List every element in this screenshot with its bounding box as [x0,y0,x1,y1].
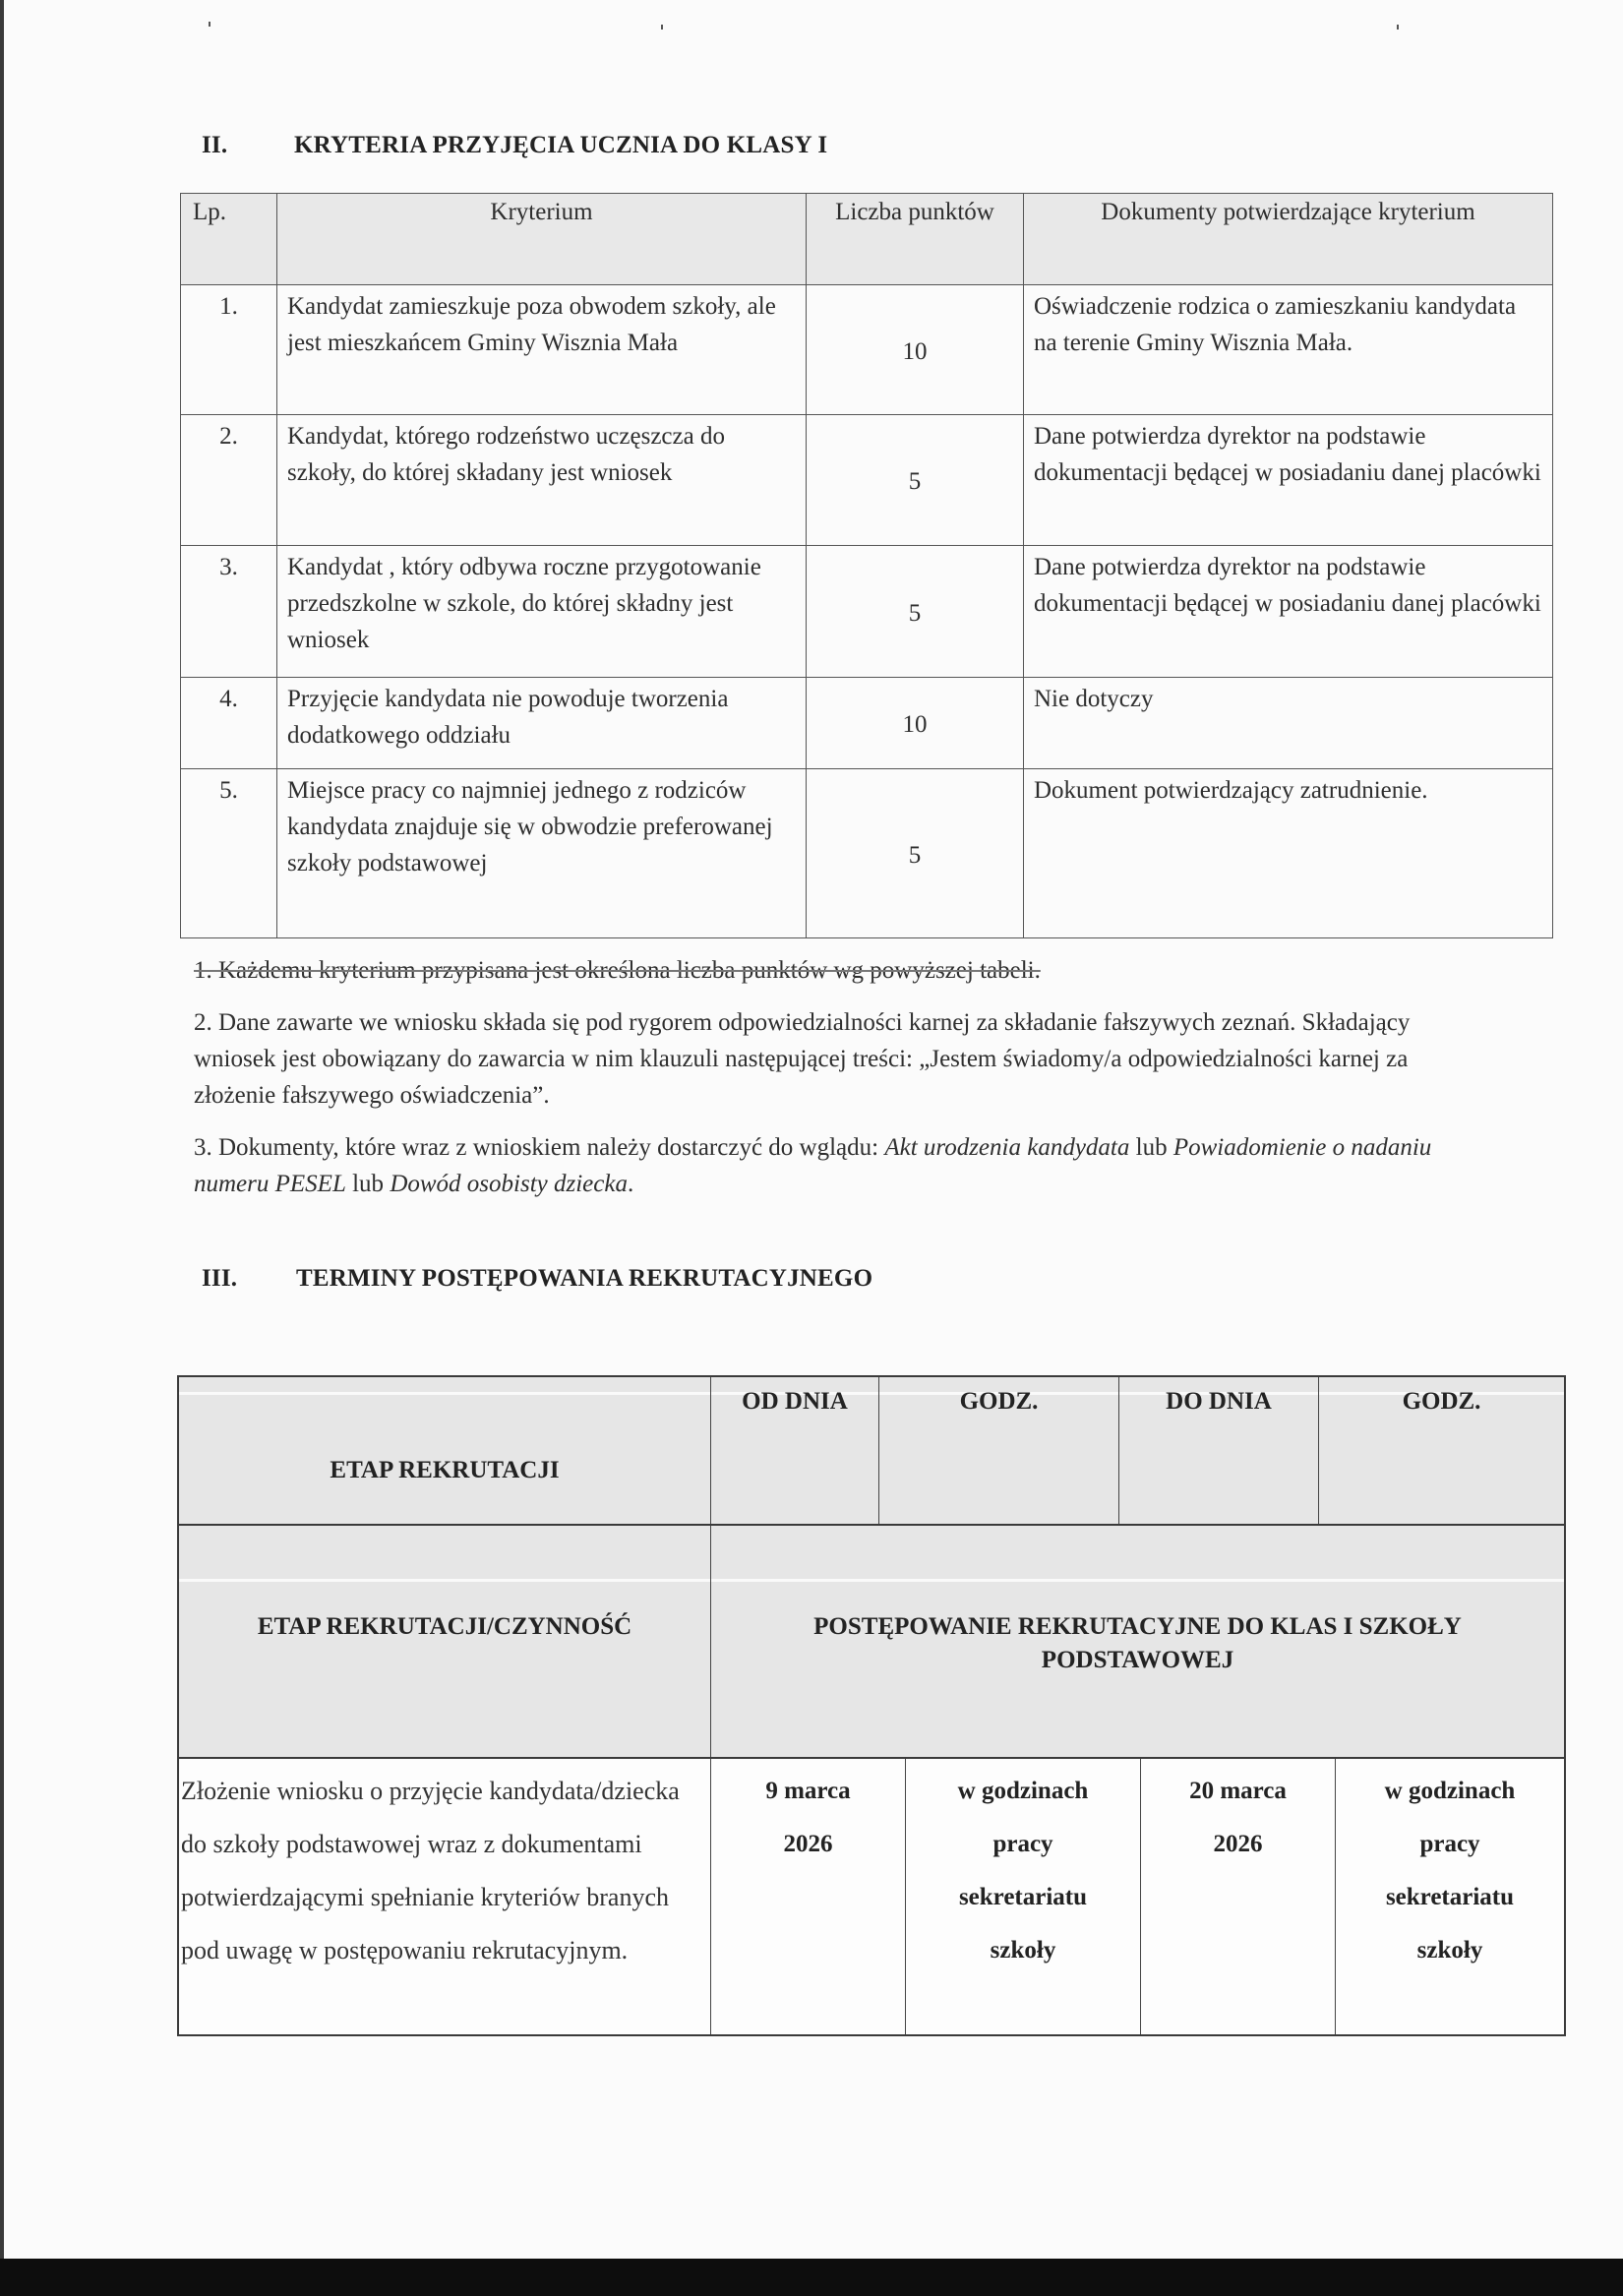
cell-lp: 5. [181,769,277,938]
cell-lp: 4. [181,678,277,769]
cell-points: 5 [807,415,1024,546]
schedule-header-row-2 [177,1526,1566,1759]
note-3-text: 3. Dokumenty, które wraz z wnioskiem należy dostarczyć do wglądu: [194,1134,885,1161]
scan-page-edge [0,0,4,2259]
note-3-end: . [627,1171,634,1197]
cell-criterion: Miejsce pracy co najmniej jednego z rodziców kandydata znajduje się w obwodzie preferowanej szkoły podstawowej [277,769,807,938]
table-row [181,678,1553,769]
cell-lp: 1. [181,285,277,415]
header-lp: Lp. [181,194,277,285]
note-2: 2. Dane zawarte we wniosku składa się pod rygorem odpowiedzialności karnej za składanie fałszywych zeznań. Składający wniosek jest obowiązany do zawarcia w nim klauzuli następującej treści: „Jestem świadomy/a odpowiedzialności karnej za złożenie fałszywego oświadczenia”. [194,1009,1411,1109]
header-procedure: POSTĘPOWANIE REKRUTACYJNE DO KLAS I SZKOŁY PODSTAWOWEJ [710,1526,1564,1757]
header-documents: Dokumenty potwierdzające kryterium [1024,194,1553,285]
scan-speck [1397,25,1399,30]
section-title: KRYTERIA PRZYJĘCIA UCZNIA DO KLASY I [294,132,828,158]
scan-speck [661,25,663,30]
schedule-header-row-1 [177,1375,1566,1526]
note-1: 1. Każdemu kryterium przypisana jest określona liczba punktów wg powyższej tabeli. [194,957,1041,984]
cell-from-date: 9 marca 2026 [710,1759,905,2034]
cell-criterion: Kandydat zamieszkuje poza obwodem szkoły, ale jest mieszkańcem Gminy Wisznia Mała [277,285,807,415]
criteria-table [180,193,1553,938]
note-3-doc-birth-certificate: Akt urodzenia kandydata [884,1134,1130,1161]
table-row [181,415,1553,546]
note-3-doc-pesel-notice: Powiadomienie o nadaniu numeru PESEL [194,1134,1432,1197]
cell-points: 10 [807,678,1024,769]
header-from-time: GODZ. [878,1377,1118,1524]
criteria-table-header [181,194,1553,285]
cell-lp: 2. [181,415,277,546]
header-to-time: GODZ. [1318,1377,1564,1524]
scan-bottom-edge [0,2259,1623,2296]
cell-documents: Dane potwierdza dyrektor na podstawie dokumentacji będącej w posiadaniu danej placówki [1024,546,1553,678]
cell-from-time: w godzinach pracy sekretariatu szkoły [905,1759,1140,2034]
schedule-table [177,1375,1566,2036]
cell-documents: Dokument potwierdzający zatrudnienie. [1024,769,1553,938]
table-row [181,546,1553,678]
cell-points: 5 [807,769,1024,938]
note-3-or: lub [345,1171,391,1197]
header-criterion: Kryterium [277,194,807,285]
header-from-date: OD DNIA [710,1377,878,1524]
header-points: Liczba punktów [807,194,1024,285]
header-to-date: DO DNIA [1118,1377,1318,1524]
cell-documents: Dane potwierdza dyrektor na podstawie dokumentacji będącej w posiadaniu danej placówki [1024,415,1553,546]
section-heading-schedule [202,1265,872,1293]
cell-to-date: 20 marca 2026 [1140,1759,1335,2034]
header-stage: ETAP REKRUTACJI [330,1457,560,1483]
note-3 [194,1129,1482,1202]
cell-criterion: Przyjęcie kandydata nie powoduje tworzenia dodatkowego oddziału [277,678,807,769]
table-row [177,1759,1566,2036]
cell-lp: 3. [181,546,277,678]
note-3-or: lub [1129,1134,1173,1161]
header-stage-activity: ETAP REKRUTACJI/CZYNNOŚĆ [257,1613,632,1640]
section-title: TERMINY POSTĘPOWANIA REKRUTACYJNEGO [296,1265,873,1292]
cell-criterion: Kandydat, którego rodzeństwo uczęszcza do szkoły, do której składany jest wniosek [277,415,807,546]
cell-points: 5 [807,546,1024,678]
section-heading-criteria [202,132,827,159]
section-number: II. [202,132,228,158]
notes-section [194,952,1482,1218]
section-number: III. [202,1265,238,1292]
cell-points: 10 [807,285,1024,415]
cell-documents: Nie dotyczy [1024,678,1553,769]
scan-speck [209,22,210,27]
cell-criterion: Kandydat , który odbywa roczne przygotowanie przedszkolne w szkole, do której składny jest wniosek [277,546,807,678]
table-row [181,285,1553,415]
table-row [181,769,1553,938]
note-3-doc-id-card: Dowód osobisty dziecka [390,1171,628,1197]
cell-to-time: w godzinach pracy sekretariatu szkoły [1335,1759,1564,2034]
cell-activity: Złożenie wniosku o przyjęcie kandydata/dziecka do szkoły podstawowej wraz z dokumentami potwierdzającymi spełnianie kryteriów branych pod uwagę w postępowaniu rekrutacyjnym. [181,1777,680,1964]
cell-documents: Oświadczenie rodzica o zamieszkaniu kandydata na terenie Gminy Wisznia Mała. [1024,285,1553,415]
